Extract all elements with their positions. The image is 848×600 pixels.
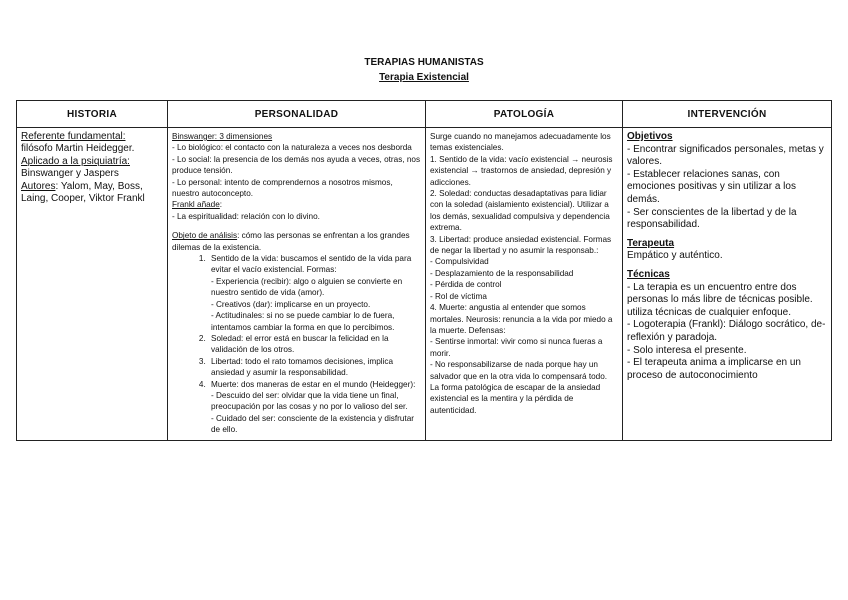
psiquiatria-value: Binswanger y Jaspers [21,168,119,180]
tecnica-item: - El terapeuta anima a implicarse en un proceso de autoconocimiento [627,357,801,381]
frankl-title: Frankl añade [172,200,220,210]
objeto-text: : cómo las personas se enfrentan a los grandes dilemas de la existencia. [172,231,410,252]
autores-value: : Yalom, May, Boss, Laing, Cooper, Viktor Frankl [21,180,145,205]
patologia-line: - Rol de víctima [430,291,487,301]
frankl-line [172,199,421,210]
dimension-biologica: - Lo biológico: el contacto con la naturaleza a veces nos desborda [172,143,412,153]
tecnica-item: - Logoterapia (Frankl): Diálogo socrático, de-reflexión y paradoja. [627,319,826,343]
dilema-sub: - Creativos (dar): implicarse en un proyecto. [211,299,371,309]
objeto-analisis [172,230,421,253]
dimension-social: - Lo social: la presencia de los demás nos ayuda a veces, otras, nos produce tensión. [172,154,421,176]
autores-label: Autores [21,180,56,192]
patologia-line: - Desplazamiento de la responsabilidad [430,268,574,278]
patologia-line: - Pérdida de control [430,280,502,290]
referente-label: Referente fundamental: [21,131,126,142]
tecnica-item: - Solo interesa el presente. [627,344,747,356]
document-subtitle: Terapia Existencial [379,72,469,83]
patologia-line: La forma patológica de escapar de la ansiedad existencial es la mentira y la pérdida de autenticidad. [430,382,601,415]
dilema-item [208,333,421,356]
tecnicas-title: Técnicas [627,268,670,280]
intervencion-cell [623,128,832,441]
historia-cell [17,128,168,441]
terapeuta-title: Terapeuta [627,237,675,249]
dilema-sub: - Experiencia (recibir): algo o alguien se convierte en nuestro sentido de vida (amor). [211,276,403,298]
objetivo-item: - Ser conscientes de la libertad y de la responsabilidad. [627,206,797,231]
dilema-item [208,379,421,436]
dilema-libertad: Libertad: todo el rato tomamos decisiones, implica ansiedad y asumir la responsabilidad. [211,356,394,378]
objetivos-title: Objetivos [627,131,673,142]
objetivo-item: - Encontrar significados personales, metas y valores. [627,143,824,168]
terapeuta-text: Empático y auténtico. [627,250,723,262]
dimension-personal: - Lo personal: intento de comprendernos a nosotros mismos, nuestro autoconcepto. [172,177,393,199]
document-title: TERAPIAS HUMANISTAS [364,57,484,68]
frankl-item: - La espiritualidad: relación con lo divino. [172,211,320,221]
dilema-item [208,356,421,379]
tecnica-item: - La terapia es un encuentro entre dos personas lo más libre de técnicas posible. utiliza técnicas de cualquier enfoque. [627,281,813,318]
patologia-line: - Sentirse inmortal: vivir como si nunca fueras a morir. [430,337,603,358]
patologia-line: - No responsabilizarse de nada porque hay un salvador que en la otra vida lo compensará todo. [430,360,608,381]
patologia-line: 1. Sentido de la vida: vacío existencial → neurosis existencial → trastornos de ansiedad, depresión y adicciones. [430,154,613,187]
dilemas-list [172,253,421,436]
dilema-muerte: Muerte: dos maneras de estar en el mundo (Heidegger): [211,379,416,389]
objeto-label: Objeto de análisis [172,231,238,241]
column-header-patologia: PATOLOGÍA [426,101,623,128]
dilema-sub: - Descuido del ser: olvidar que la vida tiene un final, preocupación por las cosas y no por lo valioso del ser. [211,390,408,412]
dilema-sentido: Sentido de la vida: buscamos el sentido de la vida para evitar el vacío existencial. Formas: [211,254,412,275]
column-header-historia: HISTORIA [17,101,168,128]
dilema-item [208,253,421,333]
binswanger-title: Binswanger: 3 dimensiones [172,132,273,141]
patologia-cell [426,128,623,441]
frankl-colon: : [219,200,223,210]
dilema-soledad: Soledad: el error está en buscar la felicidad en la validación de los otros. [211,333,389,355]
referente-value: filósofo Martin Heidegger. [21,143,135,155]
autores-line [21,181,163,206]
patologia-line: 3. Libertad: produce ansiedad existencial. Formas de negar la libertad y no asumir la responsab.: [430,234,612,256]
patologia-line: 4. Muerte: angustia al entender que somos mortales. Neurosis: renuncia a la vida por miedo a la muerte. Defensas: [430,303,613,335]
summary-table [16,100,832,441]
patologia-line: Surge cuando no manejamos adecuadamente los temas existenciales. [430,132,611,153]
column-header-personalidad: PERSONALIDAD [168,101,426,128]
patologia-line: - Compulsividad [430,257,489,267]
personalidad-cell [168,128,426,441]
patologia-line: 2. Soledad: conductas desadaptativas para lidiar con la soledad (aislamiento existencial). Utilizar a los demás, sexualidad compulsiva y dependencia extrema. [430,189,610,233]
dilema-sub: - Cuidado del ser: consciente de la existencia y disfrutar de ello. [211,413,414,435]
column-header-intervencion: INTERVENCIÓN [623,101,832,128]
header-row [17,101,832,128]
objetivo-item: - Establecer relaciones sanas, con emociones positivas y sin utilizar a los demás. [627,168,796,205]
content-row [17,128,832,441]
psiquiatria-label: Aplicado a la psiquiatría: [21,155,130,167]
dilema-sub: - Actitudinales: si no se puede cambiar lo de fuera, intentamos cambiar la forma en que lo percibimos. [211,311,395,332]
